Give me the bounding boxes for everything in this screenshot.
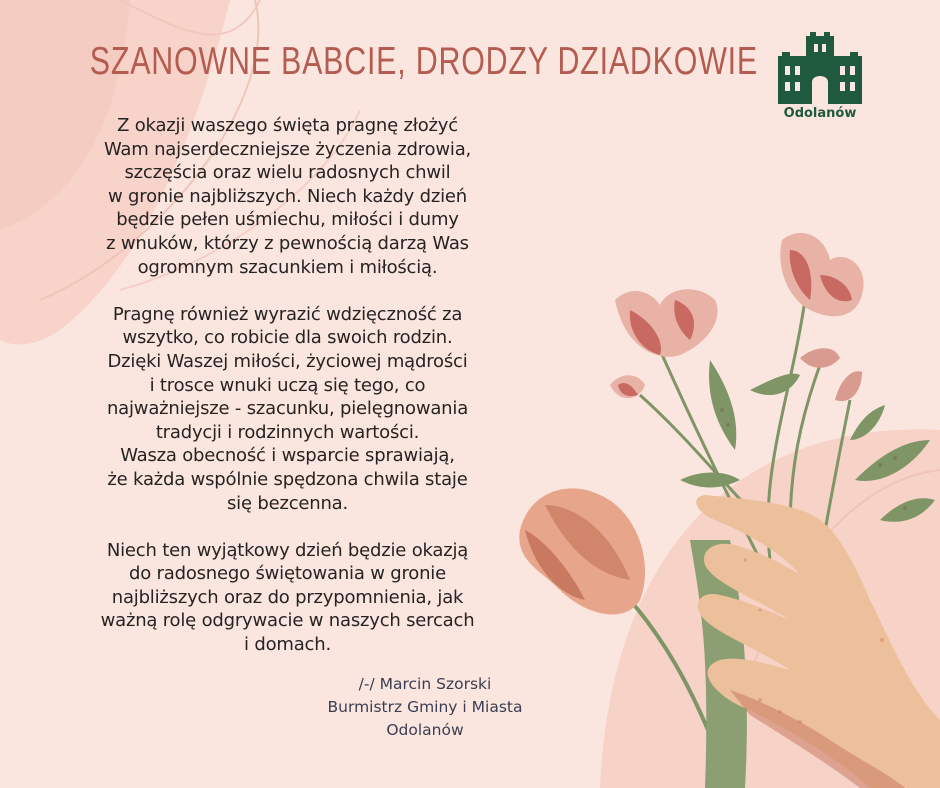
- signature-town: Odolanów: [386, 721, 464, 739]
- text-line: wszytko, co robicie dla swoich rodzin.: [122, 327, 453, 349]
- signature-title: Burmistrz Gminy i Miasta: [327, 698, 523, 716]
- paragraph-1: [40, 114, 535, 279]
- text-line: się bezcenna.: [226, 492, 349, 514]
- paragraph-gap: [40, 279, 535, 303]
- logo-name: Odolanów: [783, 106, 857, 121]
- signature: [300, 673, 550, 742]
- text-line: w gronie najbliższych. Niech każdy dzień: [108, 185, 467, 207]
- text-line: ogromnym szacunkiem i miłością.: [137, 256, 438, 278]
- text-line: z wnuków, którzy z pewnością darzą Was: [106, 232, 469, 254]
- text-line: ważną rolę odgrywacie w naszych sercach: [100, 610, 475, 632]
- paragraph-2: [40, 303, 535, 515]
- text-line: najbliższych oraz do przypomnienia, jak: [111, 586, 464, 608]
- text-line: Z okazji waszego święta pragnę złożyć: [117, 115, 458, 136]
- text-line: Pragnę również wyrazić wdzięczność za: [112, 303, 463, 325]
- signature-name: /-/ Marcin Szorski: [358, 675, 492, 693]
- text-line: Dzięki Waszej miłości, życiowej mądrości: [107, 350, 468, 372]
- paragraph-gap: [40, 515, 535, 539]
- text-line: Wasza obecność i wsparcie sprawiają,: [120, 445, 455, 467]
- page-title: SZANOWNE BABCIE, DRODZY DZIADKOWIE: [89, 40, 758, 83]
- greeting-text: [40, 114, 535, 657]
- flower-buds: [610, 348, 862, 401]
- paragraph-3: [40, 539, 535, 657]
- tulip: [519, 488, 645, 614]
- text-line: że każda wspólnie spędzona chwila staje: [107, 468, 468, 490]
- text-line: do radosnego świętowania w gronie: [129, 563, 446, 585]
- flower-top-right: [780, 233, 863, 316]
- text-line: Niech ten wyjątkowy dzień będzie okazją: [106, 539, 469, 561]
- text-line: tradycji i rodzinnych wartości.: [155, 421, 420, 443]
- text-line: najważniejsze - szacunku, pielęgnowania: [106, 398, 469, 420]
- text-line: i domach.: [244, 634, 331, 656]
- text-line: szczęścia oraz wielu radosnych chwil: [124, 162, 451, 184]
- text-line: będzie pełen uśmiechu, miłości i dumy: [116, 209, 459, 231]
- flower-top-left: [615, 289, 718, 357]
- text-line: Wam najserdeczniejsze życzenia zdrowia,: [103, 138, 472, 160]
- text-line: i trosce wnuki uczą się tego, co: [149, 374, 426, 396]
